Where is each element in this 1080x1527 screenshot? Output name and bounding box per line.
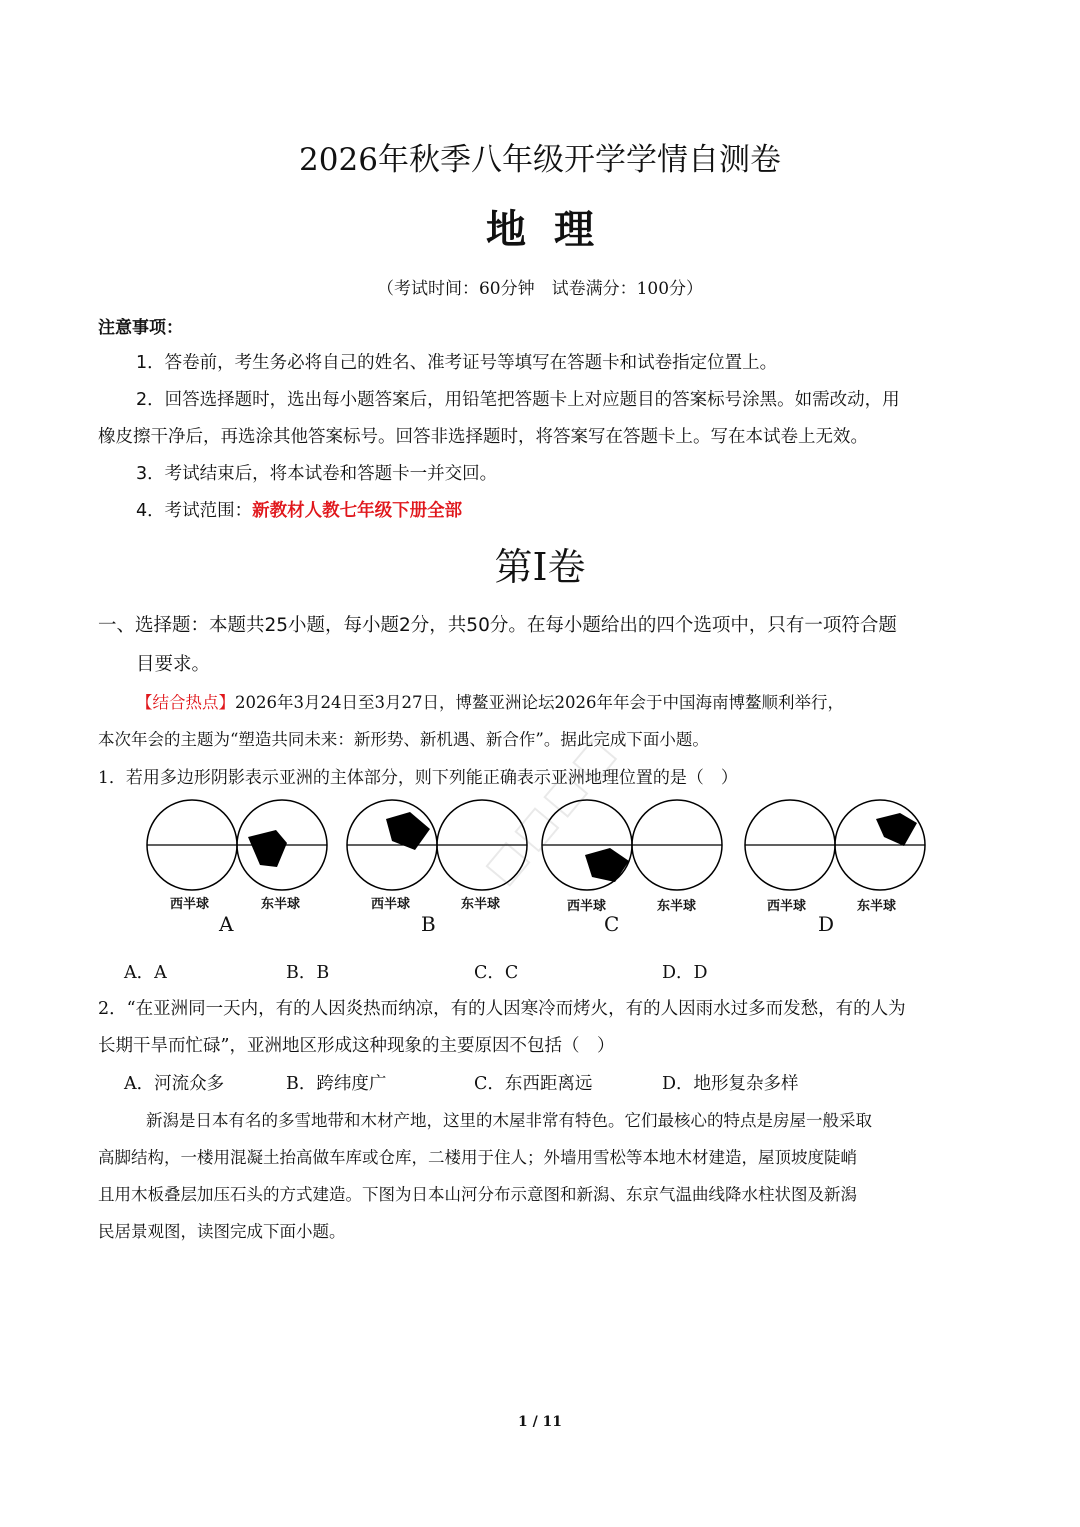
q1-option-d: D．D bbox=[662, 963, 708, 983]
asia-shape bbox=[386, 812, 430, 850]
east-hemisphere-label-a: 东半球 bbox=[261, 897, 301, 912]
west-hemisphere-label-c: 西半球 bbox=[567, 899, 607, 914]
question-1-stem: 1．若用多边形阴影表示亚洲的主体部分，则下列能正确表示亚洲地理位置的是（ ） bbox=[98, 768, 738, 788]
q2-option-d: D．地形复杂多样 bbox=[662, 1074, 799, 1094]
context-paragraph-1-line1 bbox=[136, 689, 844, 713]
exam-scope: 新教材人教七年级下册全部 bbox=[252, 501, 463, 521]
panel-label-d: D bbox=[818, 912, 835, 936]
question-2-line2: 长期干旱而忙碌”，亚洲地区形成这种现象的主要原因不包括（ ） bbox=[98, 1036, 615, 1056]
subject-char: 地 bbox=[486, 207, 526, 253]
context-paragraph-2-line3: 且用木板叠层加压石头的方式建造。下图为日本山河分布示意图和新潟、东京气温曲线降水柱状图及新潟 bbox=[98, 1185, 857, 1204]
west-hemisphere-label-d: 西半球 bbox=[767, 899, 807, 914]
panel-label-a: A bbox=[219, 912, 234, 936]
page-number: 1 / 11 bbox=[517, 1414, 563, 1430]
exam-title: 2026年秋季八年级开学学情自测卷 bbox=[299, 142, 781, 178]
q2-option-a: A．河流众多 bbox=[124, 1074, 225, 1094]
east-hemisphere-label-d: 东半球 bbox=[857, 899, 897, 914]
east-hemisphere-label-b: 东半球 bbox=[461, 897, 501, 912]
notice-item-4 bbox=[136, 497, 462, 522]
context-text: 2026年3月24日至3月27日，博鳌亚洲论坛2026年年会于中国海南博鳌顺利举行， bbox=[235, 693, 844, 712]
context-paragraph-1-line2: 本次年会的主题为“塑造共同未来：新形势、新机遇、新合作”。据此完成下面小题。 bbox=[98, 730, 709, 749]
question-2-line1: 2．“在亚洲同一天内，有的人因炎热而纳凉，有的人因寒冷而烤火，有的人因雨水过多而发愁，有的人为 bbox=[98, 999, 906, 1019]
panel-label-b: B bbox=[421, 912, 436, 936]
asia-shape bbox=[876, 813, 917, 846]
subject-title bbox=[0, 198, 1080, 255]
q1-option-c: C．C bbox=[474, 963, 519, 983]
panel-b bbox=[347, 800, 527, 890]
context-paragraph-2-line4: 民居景观图，读图完成下面小题。 bbox=[98, 1222, 346, 1241]
notice-item-4-prefix: 4．考试范围： bbox=[136, 501, 253, 521]
asia-shape bbox=[248, 830, 287, 867]
notice-item-3: 3．考试结束后，将本试卷和答题卡一并交回。 bbox=[136, 464, 498, 484]
panel-c bbox=[542, 800, 722, 890]
west-hemisphere-label-a: 西半球 bbox=[170, 897, 210, 912]
section-heading-line2: 目要求。 bbox=[136, 654, 211, 675]
notice-item-2-line1: 2．回答选择题时，选出每小题答案后，用铅笔把答题卡上对应题目的答案标号涂黑。如需改动，用 bbox=[136, 390, 900, 410]
section-heading-line1: 一、选择题：本题共25小题，每小题2分，共50分。在每小题给出的四个选项中，只有一项符合题 bbox=[98, 615, 897, 636]
subject-char: 理 bbox=[554, 207, 594, 253]
q2-option-b: B．跨纬度广 bbox=[286, 1074, 387, 1094]
q1-option-a: A．A bbox=[124, 963, 167, 983]
exam-info: （考试时间：60分钟 试卷满分：100分） bbox=[376, 279, 704, 299]
q2-option-c: C．东西距离远 bbox=[474, 1074, 593, 1094]
q1-option-b: B．B bbox=[286, 963, 330, 983]
asia-shape bbox=[585, 848, 629, 882]
notice-item-1: 1．答卷前，考生务必将自己的姓名、准考证号等填写在答题卡和试卷指定位置上。 bbox=[136, 353, 778, 373]
panel-a bbox=[147, 800, 327, 890]
panel-label-c: C bbox=[604, 912, 620, 936]
hotspot-tag: 【结合热点】 bbox=[136, 693, 235, 712]
notice-item-2-line2: 橡皮擦干净后，再选涂其他答案标号。回答非选择题时，将答案写在答题卡上。写在本试卷上无效。 bbox=[98, 427, 868, 447]
notice-heading: 注意事项： bbox=[98, 318, 183, 338]
panel-d bbox=[745, 800, 925, 890]
volume-title: 第I卷 bbox=[494, 545, 586, 589]
east-hemisphere-label-c: 东半球 bbox=[657, 899, 697, 914]
context-paragraph-2-line2: 高脚结构，一楼用混凝土抬高做车库或仓库，二楼用于住人；外墙用雪松等本地木材建造，屋顶坡度陡峭 bbox=[98, 1148, 857, 1167]
context-paragraph-2-line1: 新潟是日本有名的多雪地带和木材产地，这里的木屋非常有特色。它们最核心的特点是房屋一般采取 bbox=[146, 1111, 872, 1130]
west-hemisphere-label-b: 西半球 bbox=[371, 897, 411, 912]
